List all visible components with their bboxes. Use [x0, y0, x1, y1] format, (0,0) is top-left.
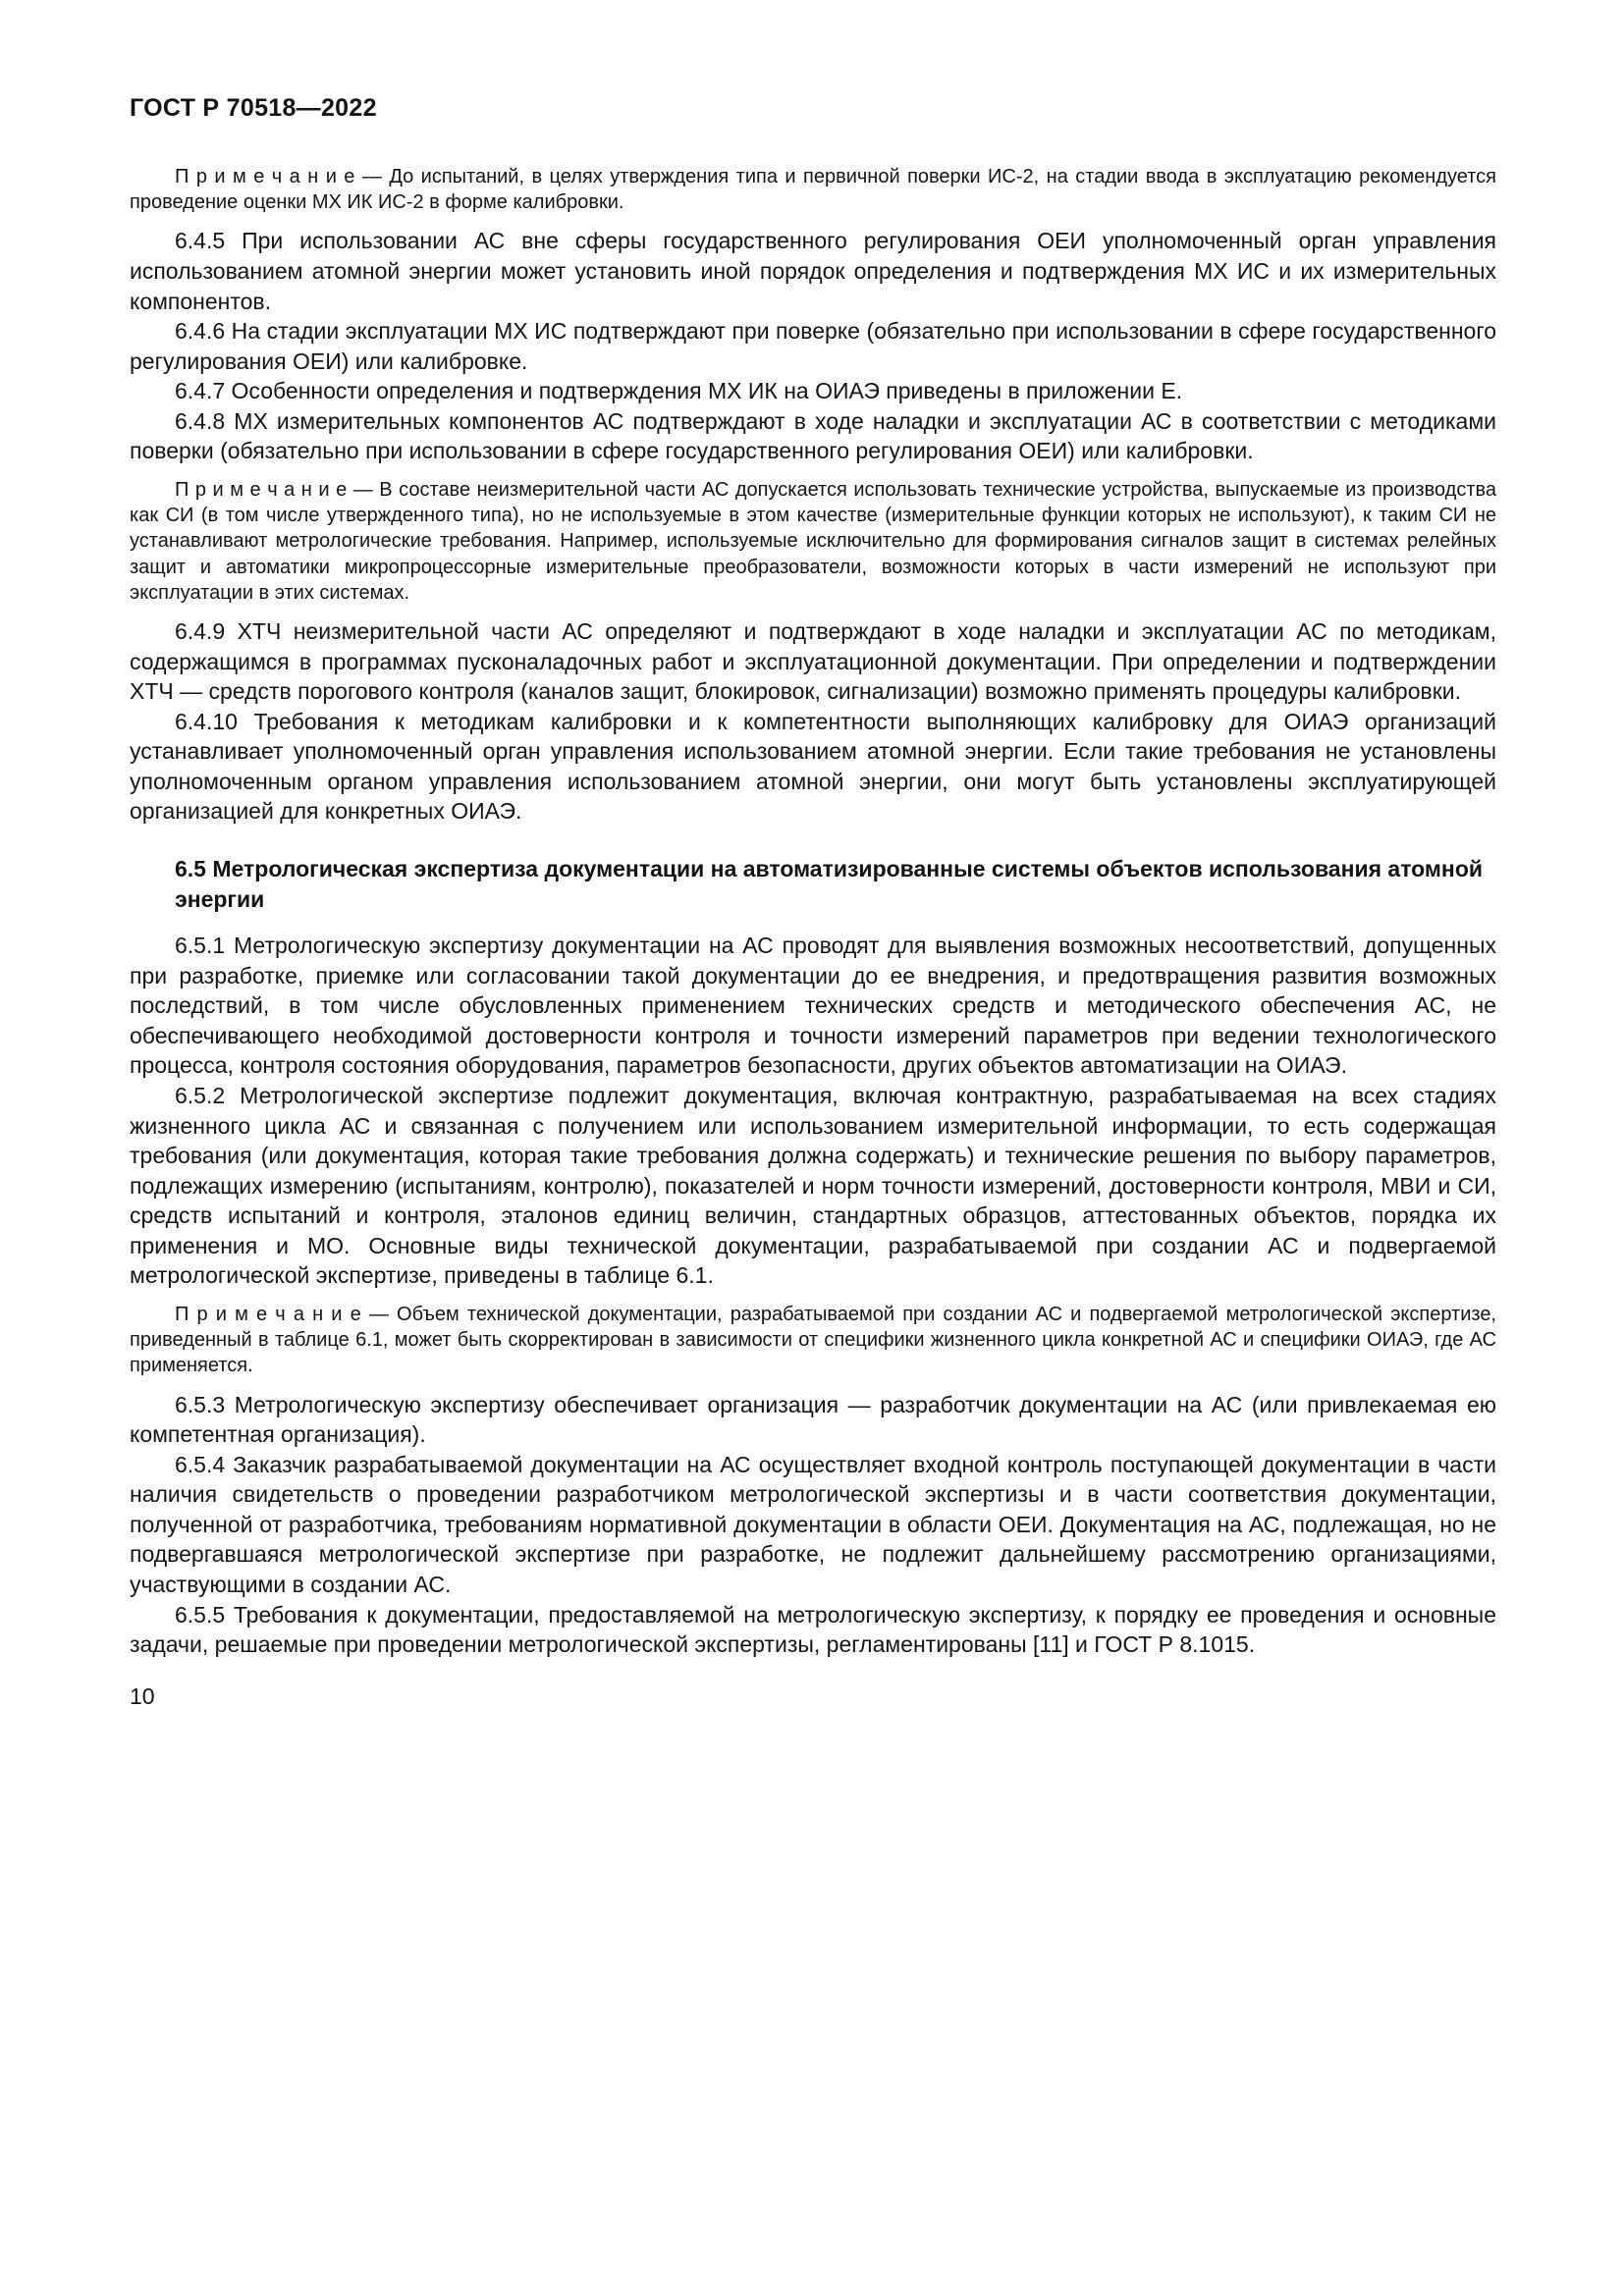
- clause-6-4-5: 6.4.5 При использовании АС вне сферы государственного регулирования ОЕИ уполномоченный орган управления использованием атомной энергии может установить иной порядок определения и подтверждения МХ ИС и их измерительных компонентов.: [130, 228, 1496, 314]
- clause-6-4-10: 6.4.10 Требования к методикам калибровки и к компетентности выполняющих калибровку для ОИАЭ организаций устанавливает уполномоченный орган управления использованием атомной энергии. Если такие требования не установлены уполномоченным органом управления использованием атомной энергии, они могут быть установлены эксплуатирующей организацией для конкретных ОИАЭ.: [130, 708, 1496, 825]
- document-header-standard-number: ГОСТ Р 70518—2022: [130, 94, 377, 122]
- document-body: [130, 164, 1496, 1660]
- clause-6-4-9: 6.4.9 ХТЧ неизмерительной части АС определяют и подтверждают в ходе наладки и эксплуатации АС по методикам, содержащимся в программах пусконаладочных работ и эксплуатационной документации. При определении и подтверждении ХТЧ — средств порогового контроля (каналов защит, блокировок, сигнализации) возможно применять процедуры калибровки.: [130, 617, 1496, 705]
- page-number: 10: [130, 1682, 155, 1709]
- clause-6-5-5: 6.5.5 Требования к документации, предоставляемой на метрологическую экспертизу, к порядку ее проведения и основные задачи, решаемые при проведении метрологической экспертизы, регламентированы [11] и ГОСТ Р 8.1015.: [130, 1601, 1496, 1658]
- clause-6-5-4: 6.5.4 Заказчик разрабатываемой документации на АС осуществляет входной контроль поступающей документации в части наличия свидетельств о проведении разработчиком метрологической экспертизы и в части соответствия документации, полученной от разработчика, требованиям нормативной документации в области ОЕИ. Документация на АС, подлежащая, но не подвергавшаяся метрологической экспертизе при разработке, не подлежит дальнейшему рассмотрению организациями, участвующими в создании АС.: [130, 1451, 1496, 1598]
- clause-6-5-3: 6.5.3 Метрологическую экспертизу обеспечивает организация — разработчик документации на АС (или привлекаемая ею компетентная организация).: [130, 1391, 1496, 1448]
- clause-6-4-6: 6.4.6 На стадии эксплуатации МХ ИС подтверждают при поверке (обязательно при использовании в сфере государственного регулирования ОЕИ) или калибровке.: [130, 318, 1496, 374]
- clause-6-5-1: 6.5.1 Метрологическую экспертизу документации на АС проводят для выявления возможных несоответствий, допущенных при разработке, приемке или согласовании такой документации до ее внедрения, и предотвращения развития возможных последствий, в том числе обусловленных применением технических средств и методического обеспечения АС, не обеспечивающего необходимой достоверности контроля и точности измерений параметров при ведении технологического процесса, контроля состояния оборудования, параметров безопасности, других объектов автоматизации на ОИАЭ.: [130, 933, 1496, 1079]
- clause-6-4-8: 6.4.8 МХ измерительных компонентов АС подтверждают в ходе наладки и эксплуатации АС в соответствии с методиками поверки (обязательно при использовании в сфере государственного регулирования ОЕИ) или калибровки.: [130, 407, 1496, 464]
- note-paragraph: П р и м е ч а н и е — До испытаний, в целях утверждения типа и первичной поверки ИС-2, на стадии ввода в эксплуатацию рекомендуется проведение оценки МХ ИК ИС-2 в форме калибровки.: [130, 166, 1496, 214]
- note-paragraph: П р и м е ч а н и е — Объем технической документации, разрабатываемой при создании АС и подвергаемой метрологической экспертизе, приведенный в таблице 6.1, может быть скорректирован в зависимости от специфики жизненного цикла конкретной АС и специфики ОИАЭ, где АС применяется.: [130, 1304, 1496, 1377]
- note-paragraph: П р и м е ч а н и е — В составе неизмерительной части АС допускается использовать технические устройства, выпускаемые из производства как СИ (в том числе утвержденного типа), но не используемые в этом качестве (измерительные функции которых не используют), к таким СИ не устанавливают метрологические требования. Например, используемые исключительно для формирования сигналов защит в системах релейных защит и автоматики микропроцессорные измерительные преобразователи, возможности которых в части измерений не используют при эксплуатации в этих системах.: [130, 479, 1496, 604]
- section-heading-6-5: 6.5 Метрологическая экспертиза документации на автоматизированные системы объектов использования атомной энергии: [175, 855, 1484, 913]
- clause-6-4-7: 6.4.7 Особенности определения и подтверждения МХ ИК на ОИАЭ приведены в приложении Е.: [175, 378, 1183, 404]
- clause-6-5-2: 6.5.2 Метрологической экспертизе подлежит документация, включая контрактную, разрабатываемая на всех стадиях жизненного цикла АС и связанная с получением или использованием измерительной информации, то есть содержащая требования (или документация, которая такие требования должна содержать) и технические решения по выбору параметров, подлежащих измерению (испытаниям, контролю), показателей и норм точности измерений, достоверности контроля, МВИ и СИ, средств испытаний и контроля, эталонов единиц величин, стандартных образцов, аттестованных объектов, порядка их применения и МО. Основные виды технической документации, разрабатываемой при создании АС и подвергаемой метрологической экспертизе, приведены в таблице 6.1.: [130, 1082, 1496, 1289]
